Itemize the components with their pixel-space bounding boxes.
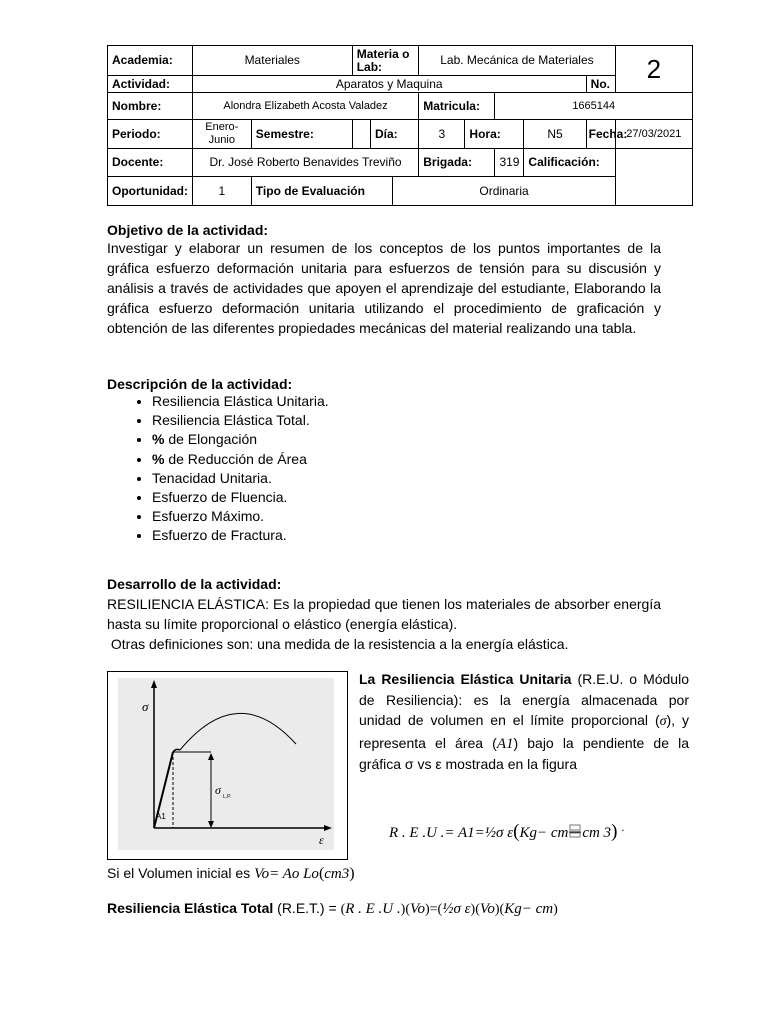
- objetivo-title: Objetivo de la actividad:: [107, 222, 269, 238]
- desarrollo-section: [107, 574, 661, 654]
- hora-value: N5: [524, 120, 586, 149]
- tipo-value: Ordinaria: [393, 177, 615, 206]
- fecha-value: 27/03/2021: [615, 120, 692, 149]
- descripcion-list: [130, 392, 329, 546]
- actividad-value: Aparatos y Maquina: [192, 76, 586, 93]
- materia-value: Lab. Mecánica de Materiales: [419, 46, 615, 76]
- dia-label: Día:: [370, 120, 418, 149]
- objetivo-text: Investigar y elaborar un resumen de los conceptos de los puntos importantes de la gráfica esfuerzo deformación unitaria para esfuerzos de tensión para su discusión y análisis a través de actividades que apoyen el aprendizaje del estudiante, Elaborando la gráfica esfuerzo deformación unitaria utilizando el procedimiento de graficación y obtención de las diferentes propiedades mecánicas del material realizando una tabla.: [107, 240, 661, 336]
- list-item: • Esfuerzo de Fractura.: [152, 526, 329, 545]
- descripcion-title: Descripción de la actividad:: [107, 376, 293, 392]
- oportunidad-label: Oportunidad:: [108, 177, 193, 206]
- ret-line: Resiliencia Elástica Total (R.E.T.) = (R . E .U .)(Vo)=(½σ ε)(Vo)(Kg− cm): [107, 900, 558, 917]
- list-item: • Resiliencia Elástica Unitaria.: [152, 392, 329, 411]
- sigma-label: σ: [142, 699, 149, 714]
- periodo-value: Enero-Junio: [192, 120, 251, 149]
- list-item: • Tenacidad Unitaria.: [152, 469, 329, 488]
- list-item: • % de Reducción de Área: [152, 450, 329, 469]
- desarrollo-p2: Otras definiciones son: una medida de la resistencia a la energía elástica.: [107, 636, 569, 652]
- brigada-value: 319: [495, 149, 524, 177]
- desarrollo-title: Desarrollo de la actividad:: [107, 576, 282, 592]
- nombre-value: Alondra Elizabeth Acosta Valadez: [192, 93, 418, 120]
- list-item: • Resiliencia Elástica Total.: [152, 411, 329, 430]
- materia-label: Materia o Lab:: [352, 46, 419, 76]
- calificacion-value: [615, 149, 692, 206]
- calificacion-label: Calificación:: [524, 149, 615, 177]
- docente-value: Dr. José Roberto Benavides Treviño: [192, 149, 418, 177]
- reu-equation: R . E .U .= A1=½σ ε(Kg− cm cm 3) .: [389, 820, 625, 842]
- academia-value: Materiales: [192, 46, 352, 76]
- no-label: No.: [586, 76, 615, 93]
- list-item: • % de Elongación: [152, 430, 329, 449]
- oportunidad-value: 1: [192, 177, 251, 206]
- lp-arrow-down: [208, 821, 214, 828]
- list-item: • Esfuerzo de Fluencia.: [152, 488, 329, 507]
- nombre-label: Nombre:: [108, 93, 193, 120]
- brigada-label: Brigada:: [419, 149, 495, 177]
- fraction-box-icon: [569, 824, 581, 837]
- periodo-label: Periodo:: [108, 120, 193, 149]
- academia-label: Academia:: [108, 46, 193, 76]
- page-number: 2: [615, 46, 692, 93]
- epsilon-label: ε: [319, 833, 324, 847]
- semestre-label: Semestre:: [251, 120, 352, 149]
- desarrollo-p1: RESILIENCIA ELÁSTICA: Es la propiedad que tienen los materiales de absorber energía hasta su límite proporcional o elástico (energía elástica).: [107, 596, 661, 632]
- docente-label: Docente:: [108, 149, 193, 177]
- stress-strain-figure: [107, 671, 348, 860]
- semestre-value: [352, 120, 370, 149]
- dia-value: 3: [419, 120, 465, 149]
- actividad-label: Actividad:: [108, 76, 193, 93]
- objetivo-section: [107, 220, 661, 338]
- matricula-label: Matricula:: [419, 93, 495, 120]
- matricula-value: 1665144: [495, 93, 693, 120]
- x-axis-arrow: [324, 825, 332, 831]
- lp-subscript: L.P.: [223, 794, 232, 800]
- stress-strain-graph: [118, 678, 334, 850]
- y-axis-arrow: [151, 680, 157, 688]
- lp-arrow-up: [208, 753, 214, 760]
- tipo-label: Tipo de Evaluación: [251, 177, 393, 206]
- hora-label: Hora:: [465, 120, 524, 149]
- sigma-lp-label: σ: [215, 783, 221, 797]
- reu-description: La Resiliencia Elástica Unitaria (R.E.U. o Módulo de Resiliencia): es la energía almacenada por unidad de volumen en el límite proporcional (σ), y representa el área (A1) bajo la pendiente de la gráfica σ vs ε mostrada en la figura: [359, 671, 689, 773]
- fecha-label: Fecha:: [586, 120, 615, 149]
- header-table: [107, 45, 693, 206]
- volumen-line: Si el Volumen inicial es Vo= Ao Lo(cm3): [107, 865, 355, 882]
- area-label: A1: [156, 812, 166, 821]
- list-item: • Esfuerzo Máximo.: [152, 507, 329, 526]
- plastic-curve: [180, 713, 296, 750]
